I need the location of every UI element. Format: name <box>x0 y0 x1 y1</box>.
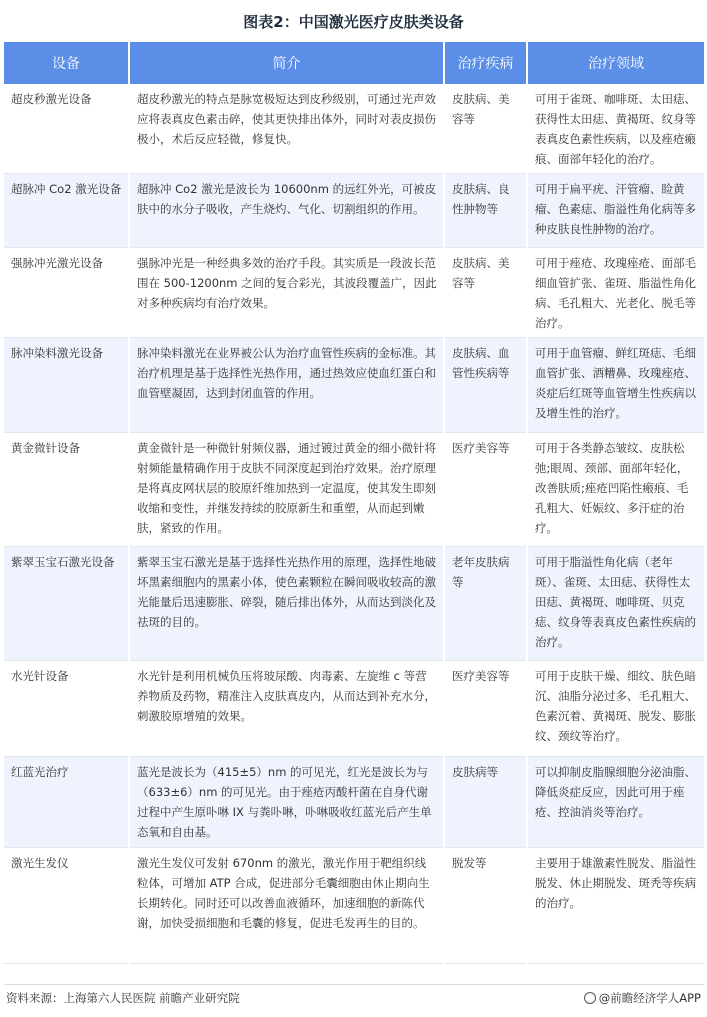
table-row <box>4 174 704 248</box>
cell-device: 超皮秒激光设备 <box>4 84 129 174</box>
brand-logo-icon <box>584 992 596 1004</box>
cell-intro: 超皮秒激光的特点是脉宽极短达到皮秒级别，可通过光声效应将表真皮色素击碎，使其更快排出体外，同时对表皮损伤极小，术后反应轻微，修复快。 <box>129 84 444 174</box>
cell-device: 超脉冲 Co2 激光设备 <box>4 174 129 248</box>
header-field: 治疗领域 <box>527 42 704 84</box>
cell-field: 可用于皮肤干燥、细纹、肤色暗沉、油脂分泌过多、毛孔粗大、色素沉着、黄褐斑、脱发、膨胀纹、颈纹等治疗。 <box>527 661 704 757</box>
cell-field: 可用于雀斑、咖啡斑、太田痣、获得性太田痣、黄褐斑、纹身等表真皮色素性疾病，以及痤疮瘢痕、面部年轻化的治疗。 <box>527 84 704 174</box>
cell-intro: 黄金微针是一种微针射频仪器，通过镀过黄金的细小微针将射频能量精确作用于皮肤不同深度起到治疗效果。治疗原理是将真皮网状层的胶原纤维加热到一定温度，使其发生即刻收缩和变性，并继发持续的胶原新生和重塑，从而起到嫩肤，紧致的作用。 <box>129 433 444 547</box>
cell-disease: 脱发等 <box>444 848 527 964</box>
cell-intro: 激光生发仪可发射 670nm 的激光，激光作用于靶组织线粒体，可增加 ATP 合成，促进部分毛囊细胞由休止期向生长期转化。同时还可以改善血液循环，加速细胞的新陈代谢，加快受损细胞和毛囊的修复，促进毛发再生的目的。 <box>129 848 444 964</box>
cell-intro: 水光针是利用机械负压将玻尿酸、肉毒素、左旋维 c 等营养物质及药物，精准注入皮肤真皮内，从而达到补充水分，刺激胶原增殖的效果。 <box>129 661 444 757</box>
cell-field: 可用于痤疮、玫瑰痤疮、面部毛细血管扩张、雀斑、脂溢性角化病、毛孔粗大、光老化、脱毛等治疗。 <box>527 248 704 338</box>
brand-credit <box>584 988 701 1008</box>
footer <box>6 988 701 1008</box>
table-row <box>4 757 704 848</box>
table-header-row <box>4 42 704 84</box>
table-row <box>4 248 704 338</box>
cell-disease: 皮肤病等 <box>444 757 527 848</box>
cell-device: 紫翠玉宝石激光设备 <box>4 547 129 661</box>
header-intro: 简介 <box>129 42 444 84</box>
cell-device: 水光针设备 <box>4 661 129 757</box>
footer-divider <box>4 984 704 985</box>
cell-intro: 紫翠玉宝石激光是基于选择性光热作用的原理，选择性地破坏黑素细胞内的黑素小体，使色素颗粒在瞬间吸收较高的激光能量后迅速膨胀、碎裂，随后排出体外，从而达到淡化及祛斑的目的。 <box>129 547 444 661</box>
cell-disease: 皮肤病、美容等 <box>444 84 527 174</box>
cell-field: 可以抑制皮脂腺细胞分泌油脂、降低炎症反应，因此可用于痤疮、控油消炎等治疗。 <box>527 757 704 848</box>
cell-disease: 皮肤病、美容等 <box>444 248 527 338</box>
table-row <box>4 848 704 964</box>
cell-device: 黄金微针设备 <box>4 433 129 547</box>
device-table <box>4 42 704 964</box>
cell-field: 可用于各类静态皱纹、皮肤松弛;眼周、颈部、面部年轻化，改善肤质;痤疮凹陷性瘢痕、毛孔粗大、妊娠纹、多汗症的治疗。 <box>527 433 704 547</box>
header-disease: 治疗疾病 <box>444 42 527 84</box>
cell-device: 强脉冲光激光设备 <box>4 248 129 338</box>
table-row <box>4 84 704 174</box>
table-row <box>4 338 704 433</box>
cell-device: 红蓝光治疗 <box>4 757 129 848</box>
cell-field: 可用于脂溢性角化病（老年斑）、雀斑、太田痣、获得性太田痣、黄褐斑、咖啡斑、贝克痣、纹身等表真皮色素性疾病的治疗。 <box>527 547 704 661</box>
header-device: 设备 <box>4 42 129 84</box>
cell-intro: 蓝光是波长为（415±5）nm 的可见光，红光是波长为与（633±6）nm 的可见光。由于痤疮丙酸杆菌在自身代谢过程中产生原卟啉 IX 与粪卟啉，卟啉吸收红蓝光后产生单态氧和自由基。 <box>129 757 444 848</box>
source-note: 资料来源：上海第六人民医院 前瞻产业研究院 <box>6 991 240 1005</box>
table-row <box>4 433 704 547</box>
table-row <box>4 661 704 757</box>
cell-device: 脉冲染料激光设备 <box>4 338 129 433</box>
cell-disease: 老年皮肤病等 <box>444 547 527 661</box>
cell-field: 可用于血管瘤、鲜红斑痣、毛细血管扩张、酒糟鼻、玫瑰痤疮、炎症后红斑等血管增生性疾病以及增生性的治疗。 <box>527 338 704 433</box>
cell-disease: 皮肤病、血管性疾病等 <box>444 338 527 433</box>
table-row <box>4 547 704 661</box>
cell-device: 激光生发仪 <box>4 848 129 964</box>
cell-disease: 皮肤病、良性肿物等 <box>444 174 527 248</box>
brand-label: @前瞻经济学人APP <box>598 991 701 1005</box>
cell-field: 主要用于雄激素性脱发、脂溢性脱发、休止期脱发、斑秃等疾病的治疗。 <box>527 848 704 964</box>
cell-disease: 医疗美容等 <box>444 433 527 547</box>
cell-disease: 医疗美容等 <box>444 661 527 757</box>
cell-intro: 强脉冲光是一种经典多效的治疗手段。其实质是一段波长范围在 500-1200nm 之间的复合彩光，其波段覆盖广，因此对多种疾病均有治疗效果。 <box>129 248 444 338</box>
cell-intro: 超脉冲 Co2 激光是波长为 10600nm 的远红外光，可被皮肤中的水分子吸收，产生烧灼、气化、切割组织的作用。 <box>129 174 444 248</box>
page-title: 图表2：中国激光医疗皮肤类设备 <box>243 13 464 31</box>
cell-field: 可用于扁平疣、汗管瘤、睑黄瘤、色素痣、脂溢性角化病等多种皮肤良性肿物的治疗。 <box>527 174 704 248</box>
cell-intro: 脉冲染料激光在业界被公认为治疗血管性疾病的金标准。其治疗机理是基于选择性光热作用，通过热效应使血红蛋白和血管壁凝固，达到封闭血管的作用。 <box>129 338 444 433</box>
